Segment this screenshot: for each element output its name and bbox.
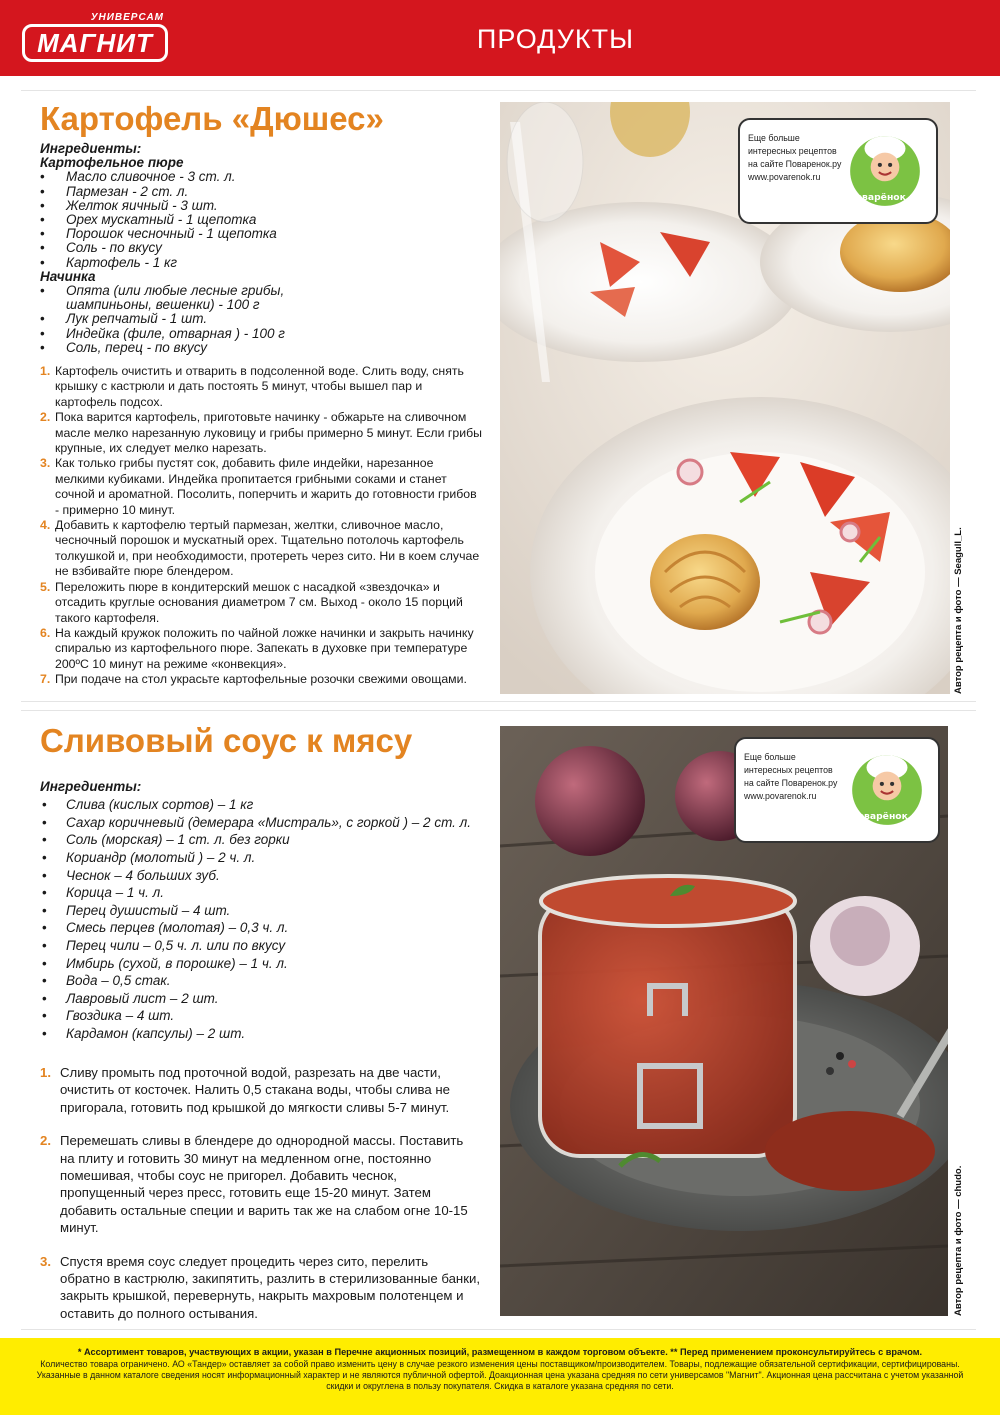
step-item <box>40 580 482 626</box>
ingredients-list <box>40 170 480 269</box>
list-item: • Перец чили – 0,5 ч. л. или по вкусу <box>40 939 490 953</box>
step-item <box>40 364 482 410</box>
step-number: 5. <box>40 579 51 594</box>
ingredients-group-label: Картофельное пюре <box>40 155 184 171</box>
step-text: Как только грибы пустят сок, добавить филе индейки, нарезанное мелкими кубиками. Индейка пропитается грибными соками и станет сочной и ароматной. Посолить, поперчить и жарить до готовности грибов - примерно 10 минут. <box>55 456 477 517</box>
ingredients-label: Ингредиенты: <box>40 779 142 794</box>
footer-line: скидки и округлена в пользу покупателя. Скидка в каталоге указана средняя по сети. <box>326 1381 674 1391</box>
step-number: 6. <box>40 625 51 640</box>
step-item <box>40 1253 480 1323</box>
promo-text <box>748 132 841 184</box>
footer-legal-text <box>20 1359 980 1392</box>
promo-link[interactable]: www.povarenok.ru <box>744 791 817 801</box>
list-item: • Имбирь (сухой, в порошке) – 1 ч. л. <box>40 957 490 971</box>
list-item: • Соль (морская) – 1 ст. л. без горки <box>40 833 490 847</box>
povarenok-promo[interactable] <box>738 118 938 224</box>
list-item: • Вода – 0,5 стак. <box>40 974 490 988</box>
step-text: Сливу промыть под проточной водой, разрезать на две части, очистить от косточек. Налить 0,5 стакана воды, чтобы слива не пригорала, готовить под крышкой до мягкости сливы 5-7 минут. <box>60 1065 450 1115</box>
recipe-2-steps <box>40 1064 480 1338</box>
photo-credit: Автор рецепта и фото — Seagull_L. <box>953 527 964 694</box>
logo-subtitle: УНИВЕРСАМ <box>90 12 164 23</box>
promo-line: интересных рецептов <box>748 146 837 156</box>
list-item: • Соль - по вкусу <box>40 241 480 255</box>
step-text: Добавить к картофелю тертый пармезан, желтки, сливочное масло, чесночный порошок и мускатный орех. Тщательно потолочь картофель толкушкой и, при необходимости, протереть через сито. Ни в коем случае не взбивайте пюре блендером. <box>55 518 480 579</box>
list-item: • Лавровый лист – 2 шт. <box>40 992 490 1006</box>
list-item: • Корица – 1 ч. л. <box>40 886 490 900</box>
step-item <box>40 410 482 456</box>
logo-wordmark: МАГНИТ <box>22 24 168 62</box>
promo-line: Еще больше <box>748 133 800 143</box>
footer-line: Указанные в данном каталоге сведения носят информационный характер и не являются публичной офертой. Доакционная цена указана средняя по сети универсамов "Магнит". Акционная цена рассчитана с учетом указанной <box>36 1370 964 1380</box>
step-item <box>40 456 482 518</box>
list-item: • Опята (или любые лесные грибы, шампиньоны, вешенки) - 100 г <box>40 284 330 312</box>
step-item <box>40 626 482 672</box>
step-text: Переложить пюре в кондитерский мешок с насадкой «звездочка» и отсадить круглые основания диаметром 7 см. Выход - около 15 порций такого картофеля. <box>55 579 463 625</box>
legal-footer <box>0 1338 1000 1415</box>
list-item: • Гвоздика – 4 шт. <box>40 1009 490 1023</box>
promo-link[interactable]: www.povarenok.ru <box>748 172 821 182</box>
list-item: • Перец душистый – 4 шт. <box>40 904 490 918</box>
list-item: • Индейка (филе, отварная ) - 100 г <box>40 327 330 341</box>
step-number: 2. <box>40 410 51 425</box>
list-item: • Масло сливочное - 3 ст. л. <box>40 170 480 184</box>
footer-line: Количество товара ограничено. АО «Тандер» оставляет за собой право изменить цену в случае резкого изменения цены поставщиком/производителем. Товары, подлежащие обязательной сертификации, сертифицированы. <box>40 1359 960 1369</box>
list-item: • Лук репчатый - 1 шт. <box>40 312 330 326</box>
step-number: 1. <box>40 1065 51 1080</box>
footer-disclaimer: * Ассортимент товаров, участвующих в акции, указан в Перечне акционных позиций, размещенном в каждом торговом объекте. ** Перед применением проконсультируйтесь с врачом. <box>77 1347 923 1357</box>
chef-badge-text: Поварёнок.ру <box>849 810 925 822</box>
section-title: ПРОДУКТЫ <box>476 24 634 54</box>
step-text: Картофель очистить и отварить в подсоленной воде. Слить воду, снять крышку с кастрюли и дать постоять 5 минут, чтобы вышел пар и картофель подсох. <box>55 364 464 409</box>
list-item: • Кориандр (молотый ) – 2 ч. л. <box>40 851 490 865</box>
step-text: На каждый кружок положить по чайной ложке начинки и закрыть начинку спиралью из картофельного пюре. Запекать в духовке при температуре 200ºC 10 минут на режиме «конвекция». <box>55 625 474 671</box>
step-item <box>40 1132 480 1236</box>
chef-badge-text: Поварёнок.ру <box>847 191 923 203</box>
page-header <box>0 0 1000 76</box>
list-item: • Смесь перцев (молотая) – 0,3 ч. л. <box>40 921 490 935</box>
step-number: 4. <box>40 518 51 533</box>
step-number: 1. <box>40 364 51 378</box>
step-number: 7. <box>40 672 51 687</box>
step-item <box>40 1064 480 1116</box>
ingredients-list <box>40 284 330 355</box>
list-item: • Соль, перец - по вкусу <box>40 341 330 355</box>
step-item <box>40 518 482 580</box>
list-item: • Порошок чесночный - 1 щепотка <box>40 227 480 241</box>
list-item: • Пармезан - 2 ст. л. <box>40 185 480 199</box>
step-number: 3. <box>40 456 51 471</box>
list-item: • Слива (кислых сортов) – 1 кг <box>40 798 490 812</box>
povarenok-promo[interactable] <box>734 737 940 843</box>
promo-text <box>744 751 837 803</box>
ingredients-group-label: Начинка <box>40 268 96 284</box>
list-item: • Чеснок – 4 больших зуб. <box>40 869 490 883</box>
ingredients-label: Ингредиенты: <box>40 141 142 156</box>
recipe-1-ingredients <box>40 142 480 355</box>
list-item: • Желток яичный - 3 шт. <box>40 199 480 213</box>
step-text: При подаче на стол украсьте картофельные розочки свежими овощами. <box>55 672 467 687</box>
chef-mascot-icon <box>846 747 928 829</box>
promo-line: на сайте Поваренок.ру <box>748 159 842 169</box>
list-item: • Сахар коричневый (демерара «Мистраль», с горкой ) – 2 ст. л. <box>40 816 490 830</box>
list-item: • Орех мускатный - 1 щепотка <box>40 213 480 227</box>
recipe-1-title: Картофель «Дюшес» <box>40 100 384 137</box>
chef-mascot-icon <box>844 128 926 210</box>
promo-line: интересных рецептов <box>744 765 833 775</box>
step-number: 2. <box>40 1133 51 1149</box>
promo-line: Еще больше <box>744 752 796 762</box>
recipe-1-steps <box>40 364 482 688</box>
list-item: • Картофель - 1 кг <box>40 256 480 270</box>
step-item <box>40 672 482 687</box>
photo-credit: Автор рецепта и фото — chudo. <box>953 1165 964 1316</box>
step-text: Пока варится картофель, приготовьте начинку - обжарьте на сливочном масле мелко нарезанную луковицу и грибы примерно 5 минут. Если грибы крупные, их следует мелко нарезать. <box>55 410 482 456</box>
step-text: Перемешать сливы в блендере до однородной массы. Поставить на плиту и готовить 30 минут на медленном огне, постоянно помешивая, чтобы соус не пригорел. Добавить чеснок, пропущенный через пресс, готовить еще 15-20 минут. Затем добавить остальные специи и варить так же на слабом огне 10-15 минут. <box>60 1133 468 1236</box>
step-text: Спустя время соус следует процедить через сито, перелить обратно в кастрюлю, закипятить, разлить в стерилизованные банки, закрыть крышкой, перевернуть, накрыть махровым полотенцем и оставить до полного остывания. <box>60 1253 481 1321</box>
list-item: • Кардамон (капсулы) – 2 шт. <box>40 1027 490 1041</box>
recipe-2-ingredients <box>40 780 490 1045</box>
recipe-2-title: Сливовый соус к мясу <box>40 722 413 759</box>
step-number: 3. <box>40 1253 51 1269</box>
promo-line: на сайте Поваренок.ру <box>744 778 838 788</box>
magnit-logo[interactable] <box>22 12 168 62</box>
ingredients-list <box>40 798 490 1041</box>
